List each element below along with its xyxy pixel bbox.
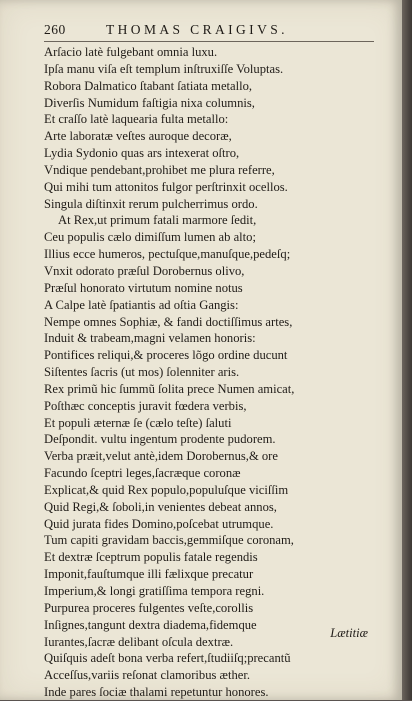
poem-line: Inde pares ſociæ thalami repetuntur honores. xyxy=(44,685,269,700)
poem-line: Facundo ſceptri leges,ſacræque coronæ xyxy=(44,466,241,481)
poem-line: Purpurea proceres fulgentes veſte,corollis xyxy=(44,600,254,615)
header-rule xyxy=(44,41,374,42)
poem-line: Quiſquis adeſt bona verba refert,ſtudiiſq;precantũ xyxy=(44,651,291,666)
poem-line: Induit & trabeam,magni velamen honoris: xyxy=(44,331,256,346)
poem-line: Nempe omnes Sophiæ, & fandi doctiſſimus artes, xyxy=(44,314,293,329)
poem-line: Tum capiti gravidam baccis,gemmiſque coronam, xyxy=(44,533,294,548)
poem-line: Diverſis Numidum faſtigia nixa columnis, xyxy=(44,95,255,110)
poem-text xyxy=(44,44,374,701)
poem-line: Quid jurata fides Domino,poſcebat utrumque. xyxy=(44,516,274,531)
poem-line: Poſthæc conceptis juravit fœdera verbis, xyxy=(44,398,247,413)
poem-line: Arſacio latè fulgebant omnia luxu. xyxy=(44,45,218,59)
poem-line: Siſtentes ſacris (ut mos) ſolenniter aris. xyxy=(44,365,240,380)
poem-line: Rex primũ hic ſummũ ſolita prece Numen amicat, xyxy=(44,381,295,396)
poem-line: Lydia Sydonio quas ars intexerat oſtro, xyxy=(44,146,240,161)
poem-line: Pontifices reliqui,& proceres lõgo ordine ducunt xyxy=(44,348,288,363)
running-title: THOMAS CRAIGIVS. xyxy=(106,22,288,37)
poem-line: Illius ecce humeros, pectuſque,manuſque,pedeſq; xyxy=(44,247,291,262)
poem-line: Robora Dalmatico ſtabant ſatiata metallo, xyxy=(44,78,253,93)
poem-line: Verba præit,velut antè,idem Dorobernus,& ore xyxy=(44,449,278,464)
catchword: Lætitiæ xyxy=(330,626,368,640)
page-edge-shadow xyxy=(402,0,412,700)
poem-line: At Rex,ut primum fatali marmore ſedit, xyxy=(58,213,257,228)
page-number: 260 xyxy=(44,22,66,37)
poem-line: Præſul honorato virtutum nomine notus xyxy=(44,280,243,295)
poem-line: A Calpe latè ſpatiantis ad oſtia Gangis: xyxy=(44,297,239,312)
poem-line: Imperium,& longi gratiſſima tempora regni. xyxy=(44,584,265,598)
poem-line: Imponit,fauſtumque illi fælixque precatur xyxy=(44,567,254,582)
poem-line: Singula diſtinxit rerum pulcherrimus ordo. xyxy=(44,196,258,211)
poem-line: Explicat,& quid Rex populo,populuſque viciſſim xyxy=(44,482,289,497)
poem-line: Et populi æternæ ſe (cælo teſte) ſaluti xyxy=(44,415,232,430)
poem-line: Ceu populis cælo dimiſſum lumen ab alto; xyxy=(44,230,256,245)
poem-line: Vnxit odorato præſul Dorobernus olivo, xyxy=(44,263,245,278)
poem-line: Et craſſo latè laquearia fulta metallo: xyxy=(44,112,229,127)
page-header xyxy=(44,18,374,40)
poem-line: Deſpondit. vultu ingentum prodente pudorem. xyxy=(44,432,276,447)
poem-line: Quid Regi,& ſoboli,in venientes debeat annos, xyxy=(44,499,277,514)
poem-line: Acceſſus,variis reſonat clamoribus æther. xyxy=(44,668,250,683)
poem-line: Vndique pendebant,prohibet me plura referre, xyxy=(44,162,275,177)
poem-line: Iurantes,ſacræ delibant oſcula dextræ. xyxy=(44,634,234,649)
poem-line: Ipſa manu viſa eſt templum inſtruxiſſe Voluptas. xyxy=(44,61,284,76)
poem-line: Qui mihi tum attonitos fulgor perſtrinxit ocellos. xyxy=(44,179,288,194)
poem-line: Inſignes,tangunt dextra diadema,fidemque xyxy=(44,617,257,632)
poem-line: Arte laboratæ veſtes auroque decoræ, xyxy=(44,129,232,144)
poem-line: Et dextræ ſceptrum populis fatale regendis xyxy=(44,550,258,565)
